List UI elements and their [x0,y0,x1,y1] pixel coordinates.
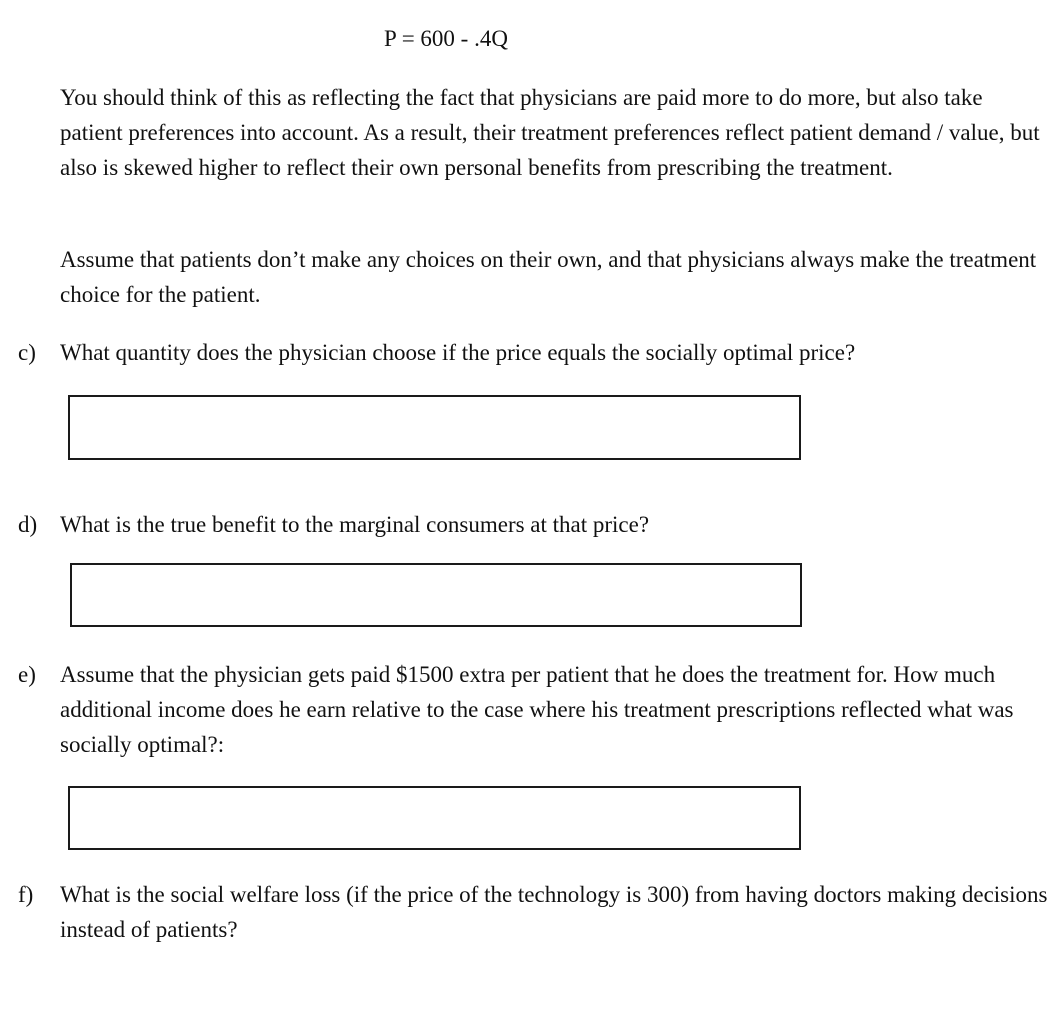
question-c [18,335,1048,370]
question-e-text: Assume that the physician gets paid $1500 extra per patient that he does the treatment for. How much additional income does he earn relative to the case where his treatment prescriptions reflected what was socially optimal?: [60,662,1014,757]
question-e-label: e) [18,662,36,687]
question-f [18,877,1048,947]
question-d-label: d) [18,512,38,537]
demand-equation: P = 600 - .4Q [384,26,508,51]
answer-box-e[interactable] [68,786,801,850]
question-c-text: What quantity does the physician choose if the price equals the socially optimal price? [60,340,856,365]
question-f-text: What is the social welfare loss (if the price of the technology is 300) from having doctors making decisions instead of patients? [60,882,1048,942]
question-e [18,657,1048,762]
assumption-paragraph: Assume that patients don’t make any choices on their own, and that physicians always make the treatment choice for the patient. [60,247,1037,307]
question-d-text: What is the true benefit to the marginal consumers at that price? [60,512,650,537]
answer-box-c[interactable] [68,395,801,460]
question-c-label: c) [18,340,36,365]
explanation-paragraph: You should think of this as reflecting the fact that physicians are paid more to do more, but also take patient preferences into account. As a result, their treatment preferences reflect patient demand / value, but also is skewed higher to reflect their own personal benefits from prescribing the treatment. [60,85,1040,180]
answer-box-d[interactable] [70,563,802,627]
question-d [18,507,1048,542]
question-f-label: f) [18,882,34,907]
